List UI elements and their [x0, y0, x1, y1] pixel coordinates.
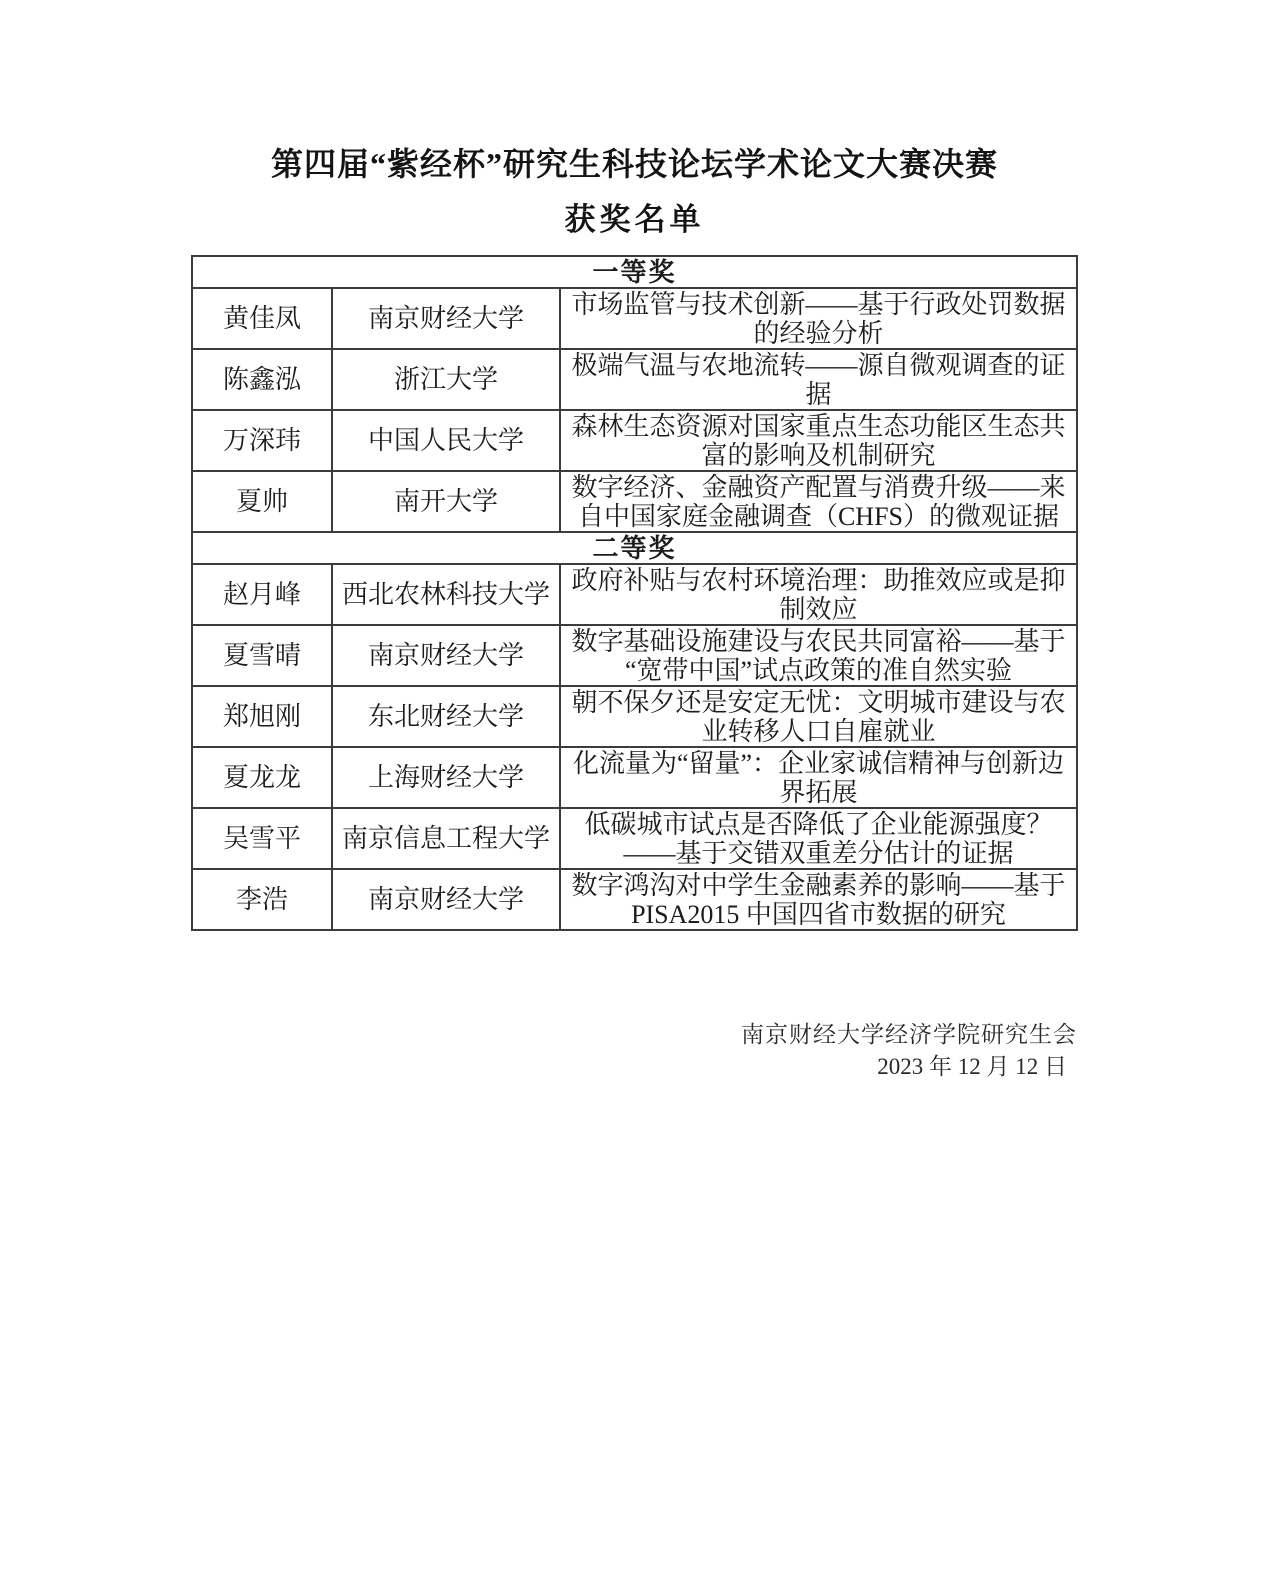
paper-title-cell: 市场监管与技术创新——基于行政处罚数据的经验分析	[560, 288, 1077, 349]
table-row	[192, 625, 1077, 686]
section-header-label: 一等奖	[192, 256, 1077, 288]
university-cell: 浙江大学	[332, 349, 560, 410]
table-row	[192, 747, 1077, 808]
winner-name-cell: 夏龙龙	[192, 747, 332, 808]
section-header-label: 二等奖	[192, 532, 1077, 564]
table-row	[192, 869, 1077, 930]
paper-title-cell: 政府补贴与农村环境治理：助推效应或是抑制效应	[560, 564, 1077, 625]
section-header-second-prize	[192, 532, 1077, 564]
paper-title-cell: 低碳城市试点是否降低了企业能源强度？——基于交错双重差分估计的证据	[560, 808, 1077, 869]
university-cell: 上海财经大学	[332, 747, 560, 808]
table-row	[192, 349, 1077, 410]
university-cell: 南开大学	[332, 471, 560, 532]
table-row	[192, 471, 1077, 532]
table-row	[192, 288, 1077, 349]
paper-title-cell: 数字经济、金融资产配置与消费升级——来自中国家庭金融调查（CHFS）的微观证据	[560, 471, 1077, 532]
footer-organization: 南京财经大学经济学院研究生会	[741, 1022, 1077, 1047]
footer-date: 2023 年 12 月 12 日	[877, 1054, 1067, 1079]
winner-name-cell: 万深玮	[192, 410, 332, 471]
paper-title-cell: 化流量为“留量”：企业家诚信精神与创新边界拓展	[560, 747, 1077, 808]
university-cell: 南京财经大学	[332, 869, 560, 930]
page-subtitle: 获奖名单	[564, 202, 705, 237]
paper-title-cell: 数字基础设施建设与农民共同富裕——基于“宽带中国”试点政策的准自然实验	[560, 625, 1077, 686]
university-cell: 南京财经大学	[332, 625, 560, 686]
winner-name-cell: 李浩	[192, 869, 332, 930]
table-row	[192, 686, 1077, 747]
winner-name-cell: 郑旭刚	[192, 686, 332, 747]
winner-name-cell: 夏帅	[192, 471, 332, 532]
university-cell: 中国人民大学	[332, 410, 560, 471]
awards-table	[191, 255, 1078, 931]
paper-title-cell: 朝不保夕还是安定无忧：文明城市建设与农业转移人口自雇就业	[560, 686, 1077, 747]
winner-name-cell: 夏雪晴	[192, 625, 332, 686]
document-footer	[192, 1019, 1077, 1083]
university-cell: 东北财经大学	[332, 686, 560, 747]
university-cell: 南京信息工程大学	[332, 808, 560, 869]
university-cell: 南京财经大学	[332, 288, 560, 349]
winner-name-cell: 黄佳凤	[192, 288, 332, 349]
section-header-first-prize	[192, 256, 1077, 288]
winner-name-cell: 吴雪平	[192, 808, 332, 869]
winner-name-cell: 陈鑫泓	[192, 349, 332, 410]
table-row	[192, 808, 1077, 869]
university-cell: 西北农林科技大学	[332, 564, 560, 625]
page-title: 第四届“紫经杯”研究生科技论坛学术论文大赛决赛	[270, 146, 998, 182]
winner-name-cell: 赵月峰	[192, 564, 332, 625]
paper-title-cell: 数字鸿沟对中学生金融素养的影响——基于PISA2015 中国四省市数据的研究	[560, 869, 1077, 930]
paper-title-cell: 极端气温与农地流转——源自微观调查的证据	[560, 349, 1077, 410]
table-row	[192, 410, 1077, 471]
table-row	[192, 564, 1077, 625]
paper-title-cell: 森林生态资源对国家重点生态功能区生态共富的影响及机制研究	[560, 410, 1077, 471]
